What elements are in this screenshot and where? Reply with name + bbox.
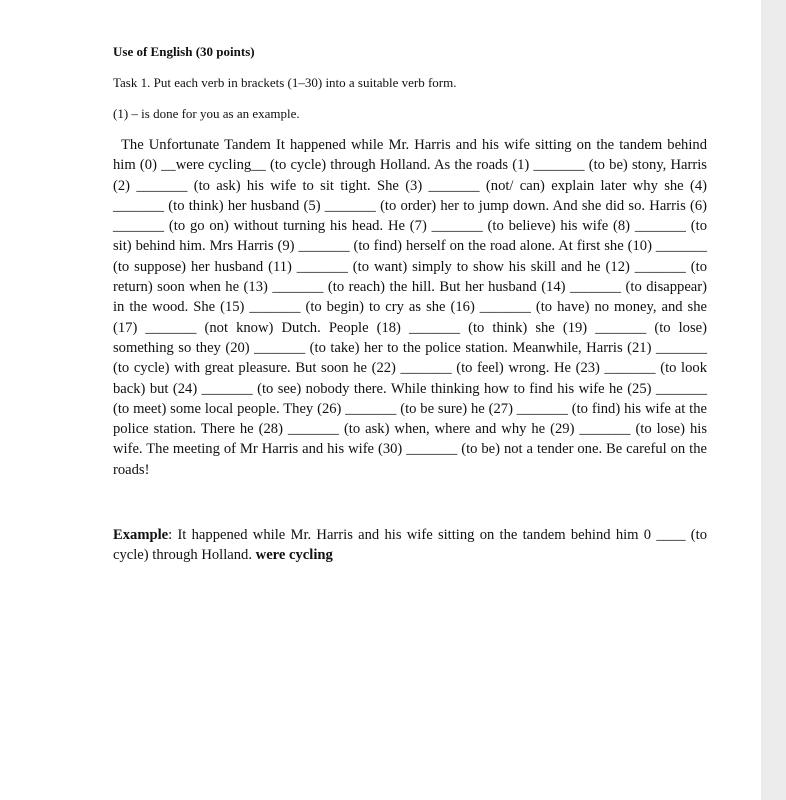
- example-label: Example: [113, 527, 169, 544]
- document-content: [113, 42, 707, 566]
- task-instruction: Task 1. Put each verb in brackets (1–30) into a suitable verb form.: [113, 75, 457, 90]
- example-text: : It happened while Mr. Harris and his wife sitting on the tandem behind him 0 ____ (to cycle) through Holland.: [113, 527, 707, 564]
- story-passage: The Unfortunate Tandem It happened while Mr. Harris and his wife sitting on the tandem behind him (0) __were cycling__ (to cycle) through Holland. As the roads (1) _______ (to be) stony, Harris (2) _______ (to ask) his wife to sit tight. She (3) _______ (not/ can) explain later why she (4) _______ (to think) her husband (5) _______ (to order) her to jump down. And she did so. Harris (6) _______ (to go on) without turning his head. He (7) _______ (to believe) his wife (8) _______ (to sit) behind him. Mrs Harris (9) _______ (to find) herself on the road alone. At first she (10) _______ (to suppose) her husband (11) _______ (to want) simply to show his skill and he (12) _______ (to return) soon when he (13) _______ (to reach) the hill. But her husband (14) _______ (to disappear) in the wood. She (15) _______ (to begin) to cry as she (16) _______ (to have) no money, and she (17) _______ (not know) Dutch. People (18) _______ (to think) she (19) _______ (to lose) something so they (20) _______ (to take) her to the police station. Meanwhile, Harris (21) _______ (to cycle) with great pleasure. But soon he (22) _______ (to feel) wrong. He (23) _______ (to look back) but (24) _______ (to see) nobody there. While thinking how to find his wife he (25) _______ (to meet) some local people. They (26) _______ (to be sure) he (27) _______ (to find) his wife at the police station. There he (28) _______ (to ask) when, where and why he (29) _______ (to lose) his wife. The meeting of Mr Harris and his wife (30) _______ (to be) not a tender one. Be careful on the roads!: [113, 137, 707, 478]
- example-paragraph: [113, 525, 707, 566]
- example-note: (1) – is done for you as an example.: [113, 106, 300, 121]
- section-heading: Use of English (30 points): [113, 44, 255, 59]
- example-answer: were cycling: [255, 547, 333, 564]
